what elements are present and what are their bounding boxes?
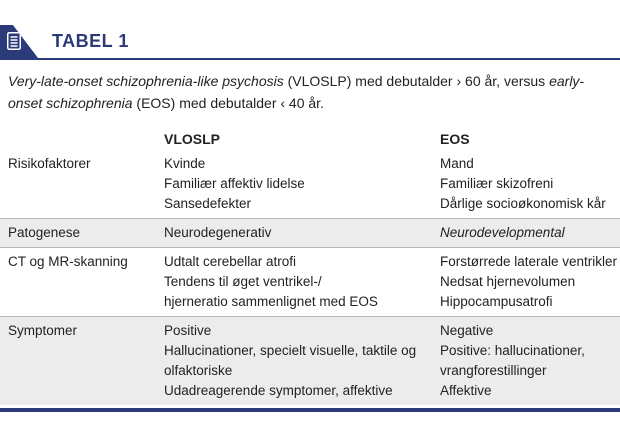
row-label: Risikofaktorer (0, 150, 164, 219)
cell-line: olfaktoriske (164, 363, 233, 378)
table-header (0, 0, 620, 59)
caption-text-1: (VLOSLP) med debutalder › 60 år, versus (283, 73, 550, 89)
caption-text-2: (EOS) med debutalder ‹ 40 år. (132, 95, 324, 111)
cell-line: Neurodevelopmental (440, 225, 565, 240)
row-label: Symptomer (0, 317, 164, 406)
cell-eos (440, 317, 620, 406)
cell-line: Kvinde (164, 156, 206, 171)
cell-eos (440, 150, 620, 219)
document-icon-tab (0, 25, 38, 58)
table-row-risikofaktorer (0, 150, 620, 219)
cell-line: vrangforestillinger (440, 363, 547, 378)
cell-eos (440, 219, 620, 248)
row-label: Patogenese (0, 219, 164, 248)
cell-line: Positive (164, 323, 212, 338)
column-header-eos: EOS (440, 131, 470, 147)
cell-line: Dårlige socioøkonomisk kår (440, 196, 606, 211)
document-icon (7, 32, 21, 50)
cell-line: Familiær affektiv lidelse (164, 176, 305, 191)
cell-line: Udtalt cerebellar atrofi (164, 254, 297, 269)
cell-vloslp (164, 248, 440, 317)
cell-vloslp (164, 317, 440, 406)
cell-line: Positive: hallucinationer, (440, 343, 585, 358)
footer-divider (0, 408, 620, 412)
cell-line: Sansedefekter (164, 196, 252, 211)
column-header-vloslp: VLOSLP (164, 131, 221, 147)
cell-line: Nedsat hjernevolumen (440, 274, 576, 289)
cell-eos (440, 248, 620, 317)
header-divider (0, 58, 620, 60)
cell-vloslp (164, 150, 440, 219)
cell-line: Negative (440, 323, 494, 338)
table-title: TABEL 1 (52, 31, 129, 51)
table-row-symptomer (0, 317, 620, 406)
cell-line: Udadreagerende symptomer, affektive (164, 383, 393, 398)
cell-line: Familiær skizofreni (440, 176, 554, 191)
cell-line: Tendens til øget ventrikel-/ (164, 274, 322, 289)
table-row-ct-mr (0, 248, 620, 317)
cell-line: hjerneratio sammenlignet med EOS (164, 294, 378, 309)
table-row-patogenese (0, 219, 620, 248)
cell-line: Hippocampusatrofi (440, 294, 553, 309)
cell-line: Hallucinationer, specielt visuelle, taktile og (164, 343, 417, 358)
caption-term-vloslp: Very-late-onset schizophrenia-like psychosis (8, 73, 284, 89)
comparison-table (0, 150, 620, 405)
cell-line: Forstørrede laterale ventrikler (440, 254, 618, 269)
table-caption (8, 70, 614, 114)
cell-line: Neurodegenerativ (164, 225, 272, 240)
row-label: CT og MR-skanning (0, 248, 164, 317)
cell-line: Mand (440, 156, 474, 171)
cell-line: Affektive (440, 383, 492, 398)
caption-term-eos: early-onset schizophrenia (8, 73, 585, 111)
cell-vloslp (164, 219, 440, 248)
